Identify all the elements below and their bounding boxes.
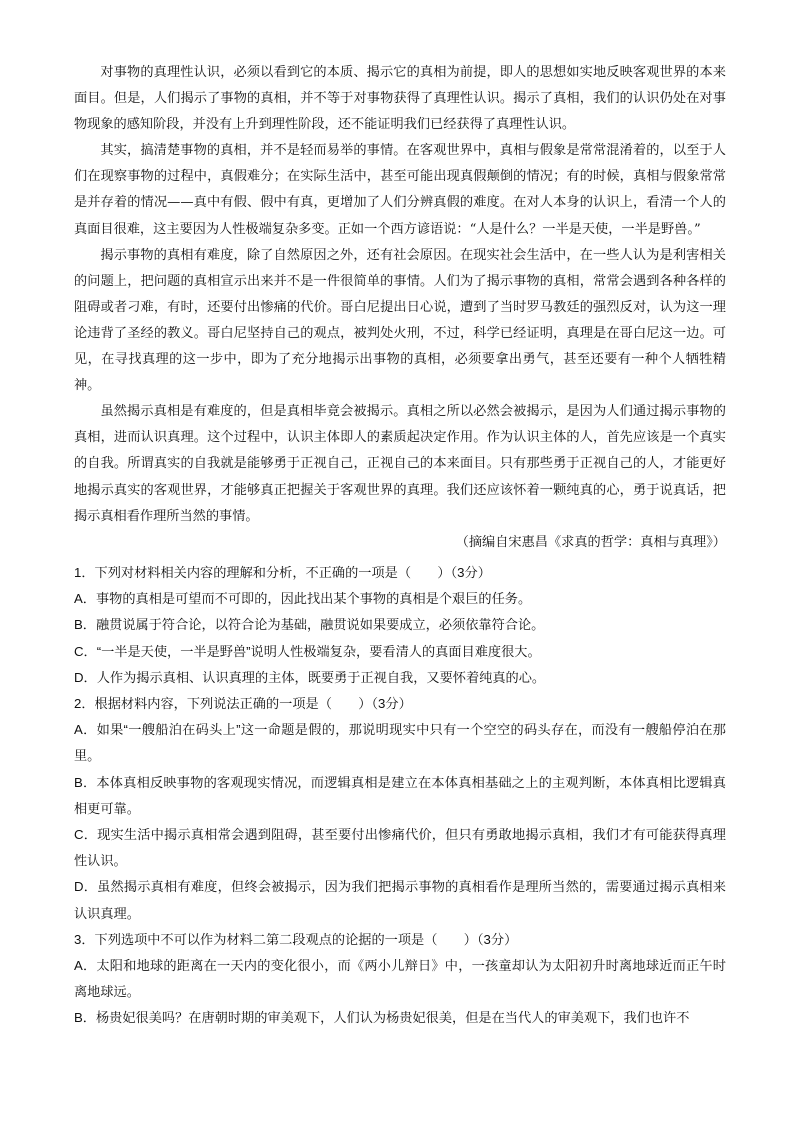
question-1 xyxy=(74,560,726,691)
option-b: B．本体真相反映事物的客观现实情况，而逻辑真相是建立在本体真相基础之上的主观判断，本体真相比逻辑真相更可靠。 xyxy=(74,774,726,816)
option-b: B．融贯说属于符合论，以符合论为基础，融贯说如果要成立，必须依靠符合论。 xyxy=(74,617,545,633)
question-stem: 2．根据材料内容，下列说法正确的一项是（ ）（3分） xyxy=(74,696,412,712)
question-stem: 3．下列选项中不可以作为材料二第二段观点的论据的一项是（ ）（3分） xyxy=(74,931,518,947)
option-d: D．人作为揭示真相、认识真理的主体，既要勇于正视自我，又要怀着纯真的心。 xyxy=(74,669,546,685)
question-2 xyxy=(74,691,726,927)
passage-paragraph-3: 揭示事物的真相有难度，除了自然原因之外，还有社会原因。在现实社会生活中，在一些人认为是利害相关的问题上，把问题的真相宣示出来并不是一件很简单的事情。人们为了揭示事物的真相，常常会遇到各种各样的阻碍或者刁难，有时，还要付出惨痛的代价。哥白尼提出日心说，遭到了当时罗马教廷的强烈反对，认为这一理论违背了圣经的教义。哥白尼坚持自己的观点，被判处火刑，不过，科学已经证明，真理是在哥白尼这一边。可见，在寻找真理的这一步中，即为了充分地揭示出事物的真相，必须要拿出勇气，甚至还要有一种个人牺牲精神。 xyxy=(74,247,726,394)
passage-source: （摘编自宋惠昌《求真的哲学：真相与真理》） xyxy=(455,534,726,550)
option-a: A．太阳和地球的距离在一天内的变化很小，而《两小儿辩日》中，一孩童却认为太阳初升时离地球近而正午时离地球远。 xyxy=(74,958,726,1000)
question-3 xyxy=(74,927,726,1032)
passage-paragraph-2: 其实，搞清楚事物的真相，并不是轻而易举的事情。在客观世界中，真相与假象是常常混淆着的，以至于人们在现察事物的过程中，真假难分；在实际生活中，甚至可能出现真假颠倒的情况；有的时候，真相与假象常常是并存着的情况——真中有假、假中有真，更增加了人们分辨真假的难度。在对人本身的认识上，看清一个人的真面目很难，这主要因为人性极端复杂多变。正如一个西方谚语说：“人是什么？一半是天使，一半是野兽。” xyxy=(74,143,726,237)
option-a: A．事物的真相是可望而不可即的，因此找出某个事物的真相是个艰巨的任务。 xyxy=(74,591,532,607)
question-stem: 1．下列对材料相关内容的理解和分析，不正确的一项是（ ）（3分） xyxy=(74,565,491,580)
passage-paragraph-1: 对事物的真理性认识，必须以看到它的本质、揭示它的真相为前提，即人的思想如实地反映客观世界的本来面目。但是，人们揭示了事物的真相，并不等于对事物获得了真理性认识。揭示了真相，我们的认识仍处在对事物现象的感知阶段，并没有上升到理性阶段，还不能证明我们已经获得了真理性认识。 xyxy=(74,65,726,133)
option-c: C．“一半是天使，一半是野兽”说明人性极端复杂，要看清人的真面目难度很大。 xyxy=(74,643,541,659)
reading-passage xyxy=(74,60,726,556)
option-a: A．如果“一艘船泊在码头上”这一命题是假的，那说明现实中只有一个空空的码头存在，而没有一艘船停泊在那里。 xyxy=(74,722,726,764)
passage-paragraph-4: 虽然揭示真相是有难度的，但是真相毕竟会被揭示。真相之所以必然会被揭示，是因为人们通过揭示事物的真相，进而认识真理。这个过程中，认识主体即人的素质起决定作用。作为认识主体的人，首先应该是一个真实的自我。所谓真实的自我就是能够勇于正视自己，正视自己的本来面目。只有那些勇于正视自己的人，才能更好地揭示真实的客观世界，才能够真正把握关于客观世界的真理。我们还应该怀着一颗纯真的心，勇于说真话，把揭示真相看作理所当然的事情。 xyxy=(74,404,726,524)
option-d: D．虽然揭示真相有难度，但终会被揭示，因为我们把揭示事物的真相看作是理所当然的，需要通过揭示真相来认识真理。 xyxy=(74,879,726,921)
question-list xyxy=(74,560,726,1032)
option-b: B．杨贵妃很美吗？在唐朝时期的审美观下，人们认为杨贵妃很美，但是在当代人的审美观下，我们也许不 xyxy=(74,1010,690,1026)
option-c: C．现实生活中揭示真相常会遇到阻碍，甚至要付出惨痛代价，但只有勇敢地揭示真相，我们才有可能获得真理性认识。 xyxy=(74,827,726,869)
